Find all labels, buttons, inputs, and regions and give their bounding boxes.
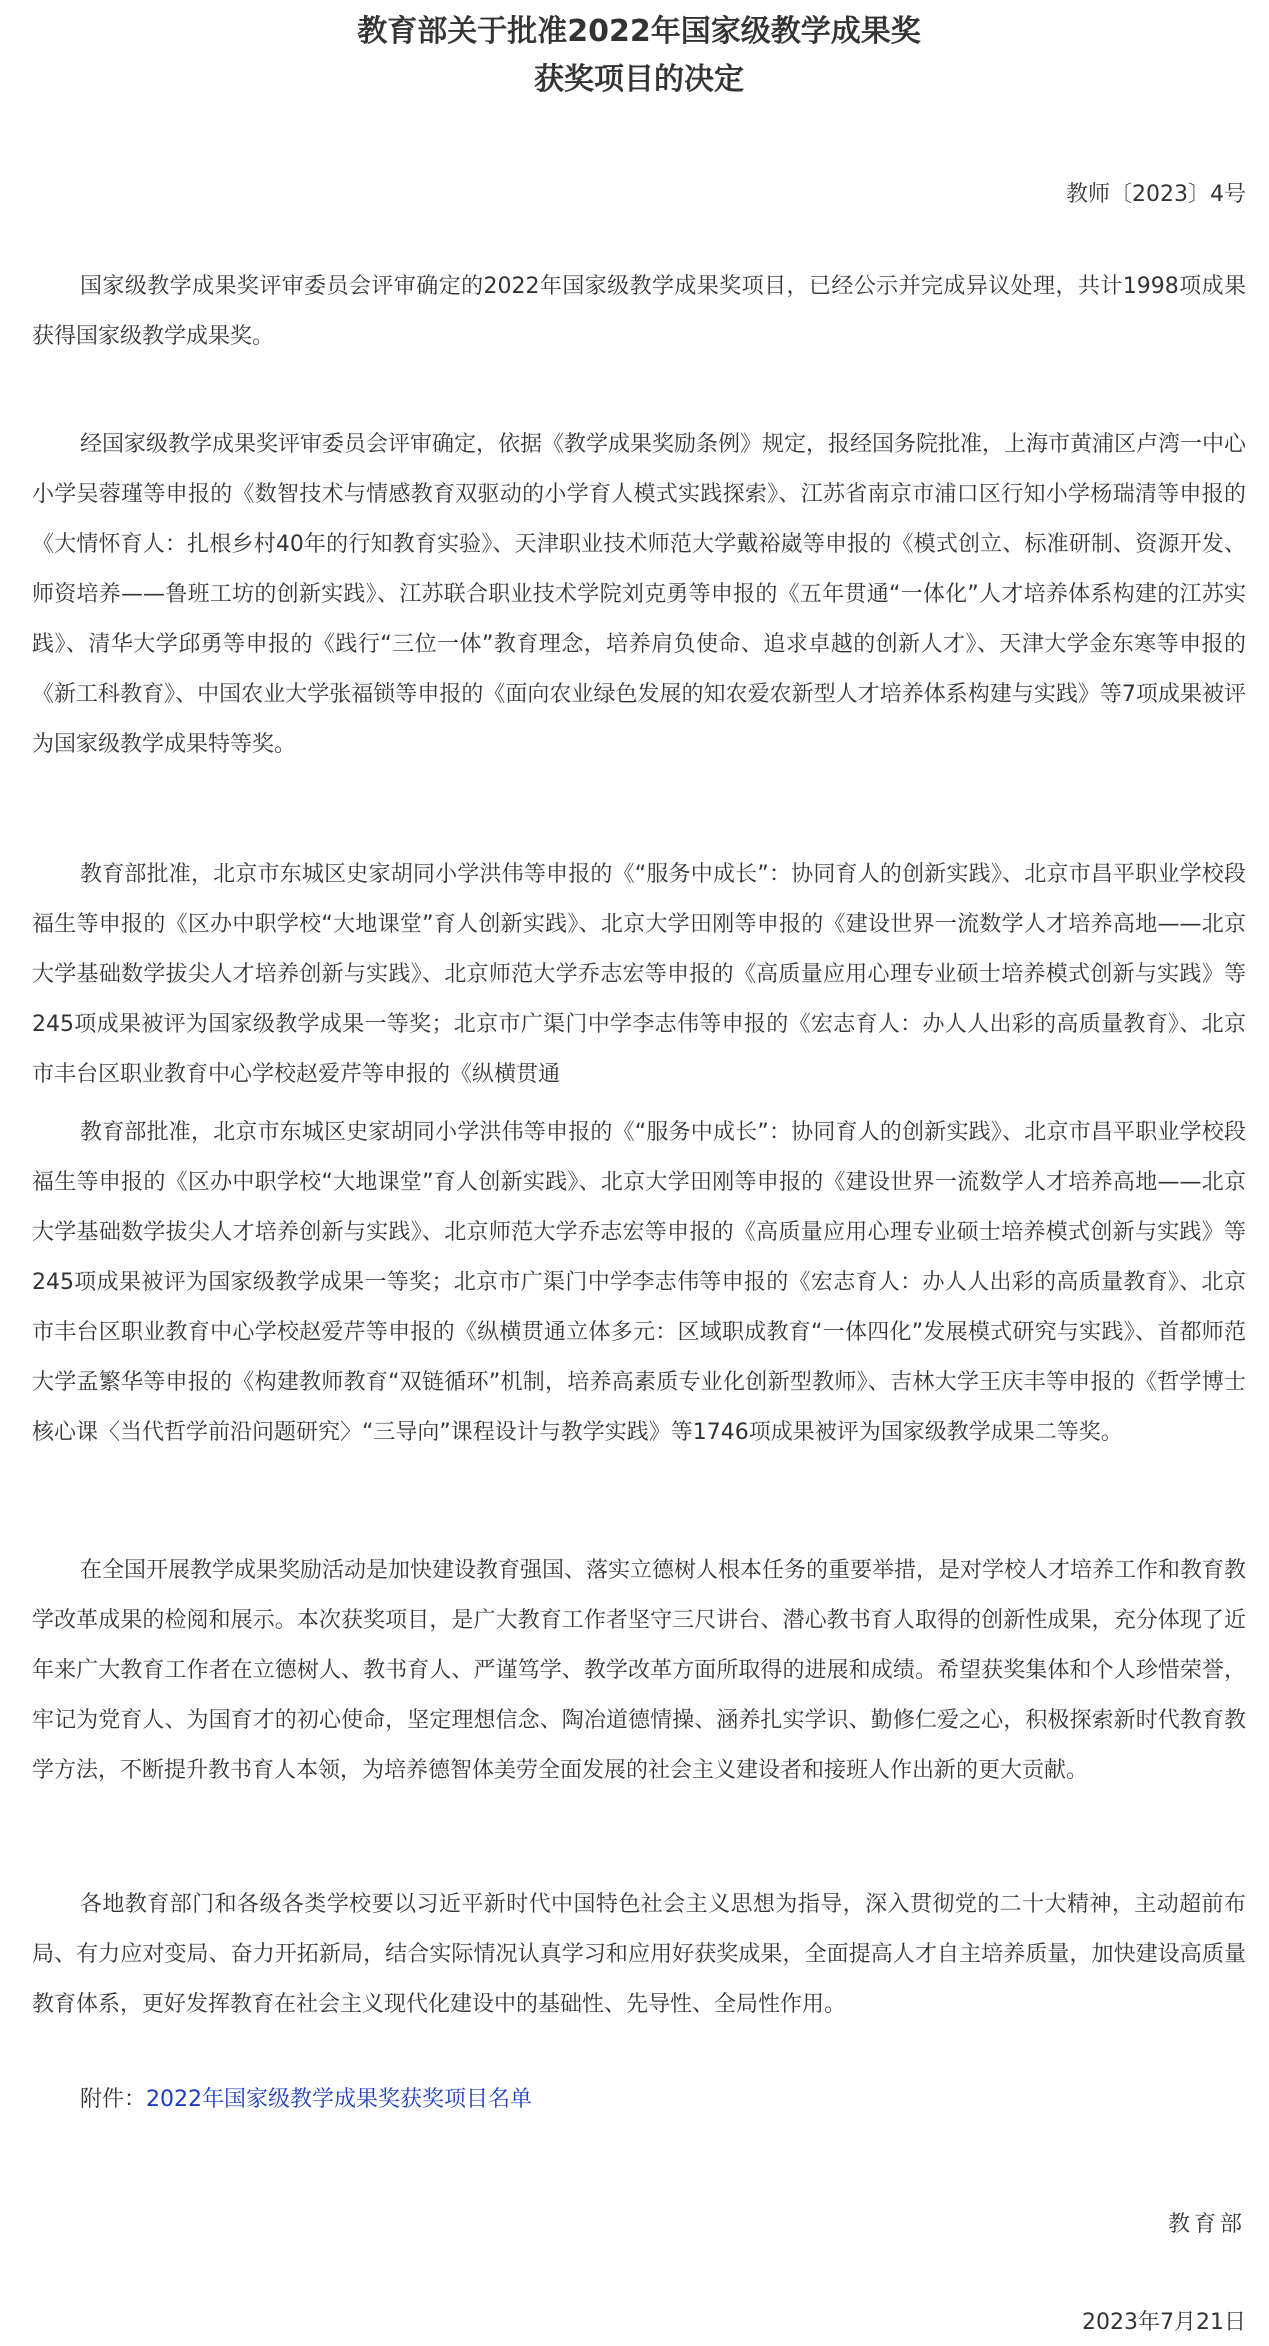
signer: 教育部 xyxy=(1167,2212,1246,2237)
paragraph-1: 国家级教学成果奖评审委员会评审确定的2022年国家级教学成果奖项目，已经公示并完成异议处理，共计1998项成果获得国家级教学成果奖。 xyxy=(32,274,1246,349)
attachment-label: 附件： xyxy=(80,2087,147,2112)
paragraph-6: 各地教育部门和各级各类学校要以习近平新时代中国特色社会主义思想为指导，深入贯彻党的二十大精神，主动超前布局、有力应对变局、奋力开拓新局，结合实际情况认真学习和应用好获奖成果，全面提高人才自主培养质量，加快建设高质量教育体系，更好发挥教育在社会主义现代化建设中的基础性、先导性、全局性作用。 xyxy=(32,1892,1246,2017)
attachment-line xyxy=(80,2082,532,2118)
paragraph-4: 教育部批准，北京市东城区史家胡同小学洪伟等申报的《“服务中成长”：协同育人的创新实践》、北京市昌平职业学校段福生等申报的《区办中职学校“大地课堂”育人创新实践》、北京大学田刚等申报的《建设世界一流数学人才培养高地——北京大学基础数学拔尖人才培养创新与实践》、北京师范大学乔志宏等申报的《高质量应用心理专业硕士培养模式创新与实践》等245项成果被评为国家级教学成果一等奖；北京市广渠门中学李志伟等申报的《宏志育人：办人人出彩的高质量教育》、北京市丰台区职业教育中心学校赵爱芹等申报的《纵横贯通立体多元：区域职成教育“一体四化”发展模式研究与实践》、首都师范大学孟繁华等申报的《构建教师教育“双链循环”机制，培养高素质专业化创新型教师》、吉林大学王庆丰等申报的《哲学博士核心课〈当代哲学前沿问题研究〉“三导向”课程设计与教学实践》等1746项成果被评为国家级教学成果二等奖。 xyxy=(32,1120,1246,1445)
paragraph-5: 在全国开展教学成果奖励活动是加快建设教育强国、落实立德树人根本任务的重要举措，是对学校人才培养工作和教育教学改革成果的检阅和展示。本次获奖项目，是广大教育工作者坚守三尺讲台、潜心教书育人取得的创新性成果，充分体现了近年来广大教育工作者在立德树人、教书育人、严谨笃学、教学改革方面所取得的进展和成绩。希望获奖集体和个人珍惜荣誉，牢记为党育人、为国育才的初心使命，坚定理想信念、陶冶道德情操、涵养扎实学识、勤修仁爱之心，积极探索新时代教育教学方法，不断提升教书育人本领，为培养德智体美劳全面发展的社会主义建设者和接班人作出新的更大贡献。 xyxy=(32,1558,1247,1783)
document-title xyxy=(32,8,1246,104)
document-number: 教师〔2023〕4号 xyxy=(1066,182,1246,207)
attachment-link[interactable]: 2022年国家级教学成果奖获奖项目名单 xyxy=(146,2087,533,2112)
document-page xyxy=(32,0,1247,2335)
paragraph-3: 教育部批准，北京市东城区史家胡同小学洪伟等申报的《“服务中成长”：协同育人的创新实践》、北京市昌平职业学校段福生等申报的《区办中职学校“大地课堂”育人创新实践》、北京大学田刚等申报的《建设世界一流数学人才培养高地——北京大学基础数学拔尖人才培养创新与实践》、北京师范大学乔志宏等申报的《高质量应用心理专业硕士培养模式创新与实践》等245项成果被评为国家级教学成果一等奖；北京市广渠门中学李志伟等申报的《宏志育人：办人人出彩的高质量教育》、北京市丰台区职业教育中心学校赵爱芹等申报的《纵横贯通 xyxy=(32,862,1246,1087)
title-line-2: 获奖项目的决定 xyxy=(534,62,744,97)
paragraph-2: 经国家级教学成果奖评审委员会评审确定，依据《教学成果奖励条例》规定，报经国务院批准，上海市黄浦区卢湾一中心小学吴蓉瑾等申报的《数智技术与情感教育双驱动的小学育人模式实践探索》、江苏省南京市浦口区行知小学杨瑞清等申报的《大情怀育人：扎根乡村40年的行知教育实验》、天津职业技术师范大学戴裕崴等申报的《模式创立、标准研制、资源开发、师资培养——鲁班工坊的创新实践》、江苏联合职业技术学院刘克勇等申报的《五年贯通“一体化”人才培养体系构建的江苏实践》、清华大学邱勇等申报的《践行“三位一体”教育理念，培养肩负使命、追求卓越的创新人才》、天津大学金东寒等申报的《新工科教育》、中国农业大学张福锁等申报的《面向农业绿色发展的知农爱农新型人才培养体系构建与实践》等7项成果被评为国家级教学成果特等奖。 xyxy=(32,432,1247,757)
issue-date: 2023年7月21日 xyxy=(1082,2310,1246,2335)
title-line-1: 教育部关于批准2022年国家级教学成果奖 xyxy=(357,14,921,49)
